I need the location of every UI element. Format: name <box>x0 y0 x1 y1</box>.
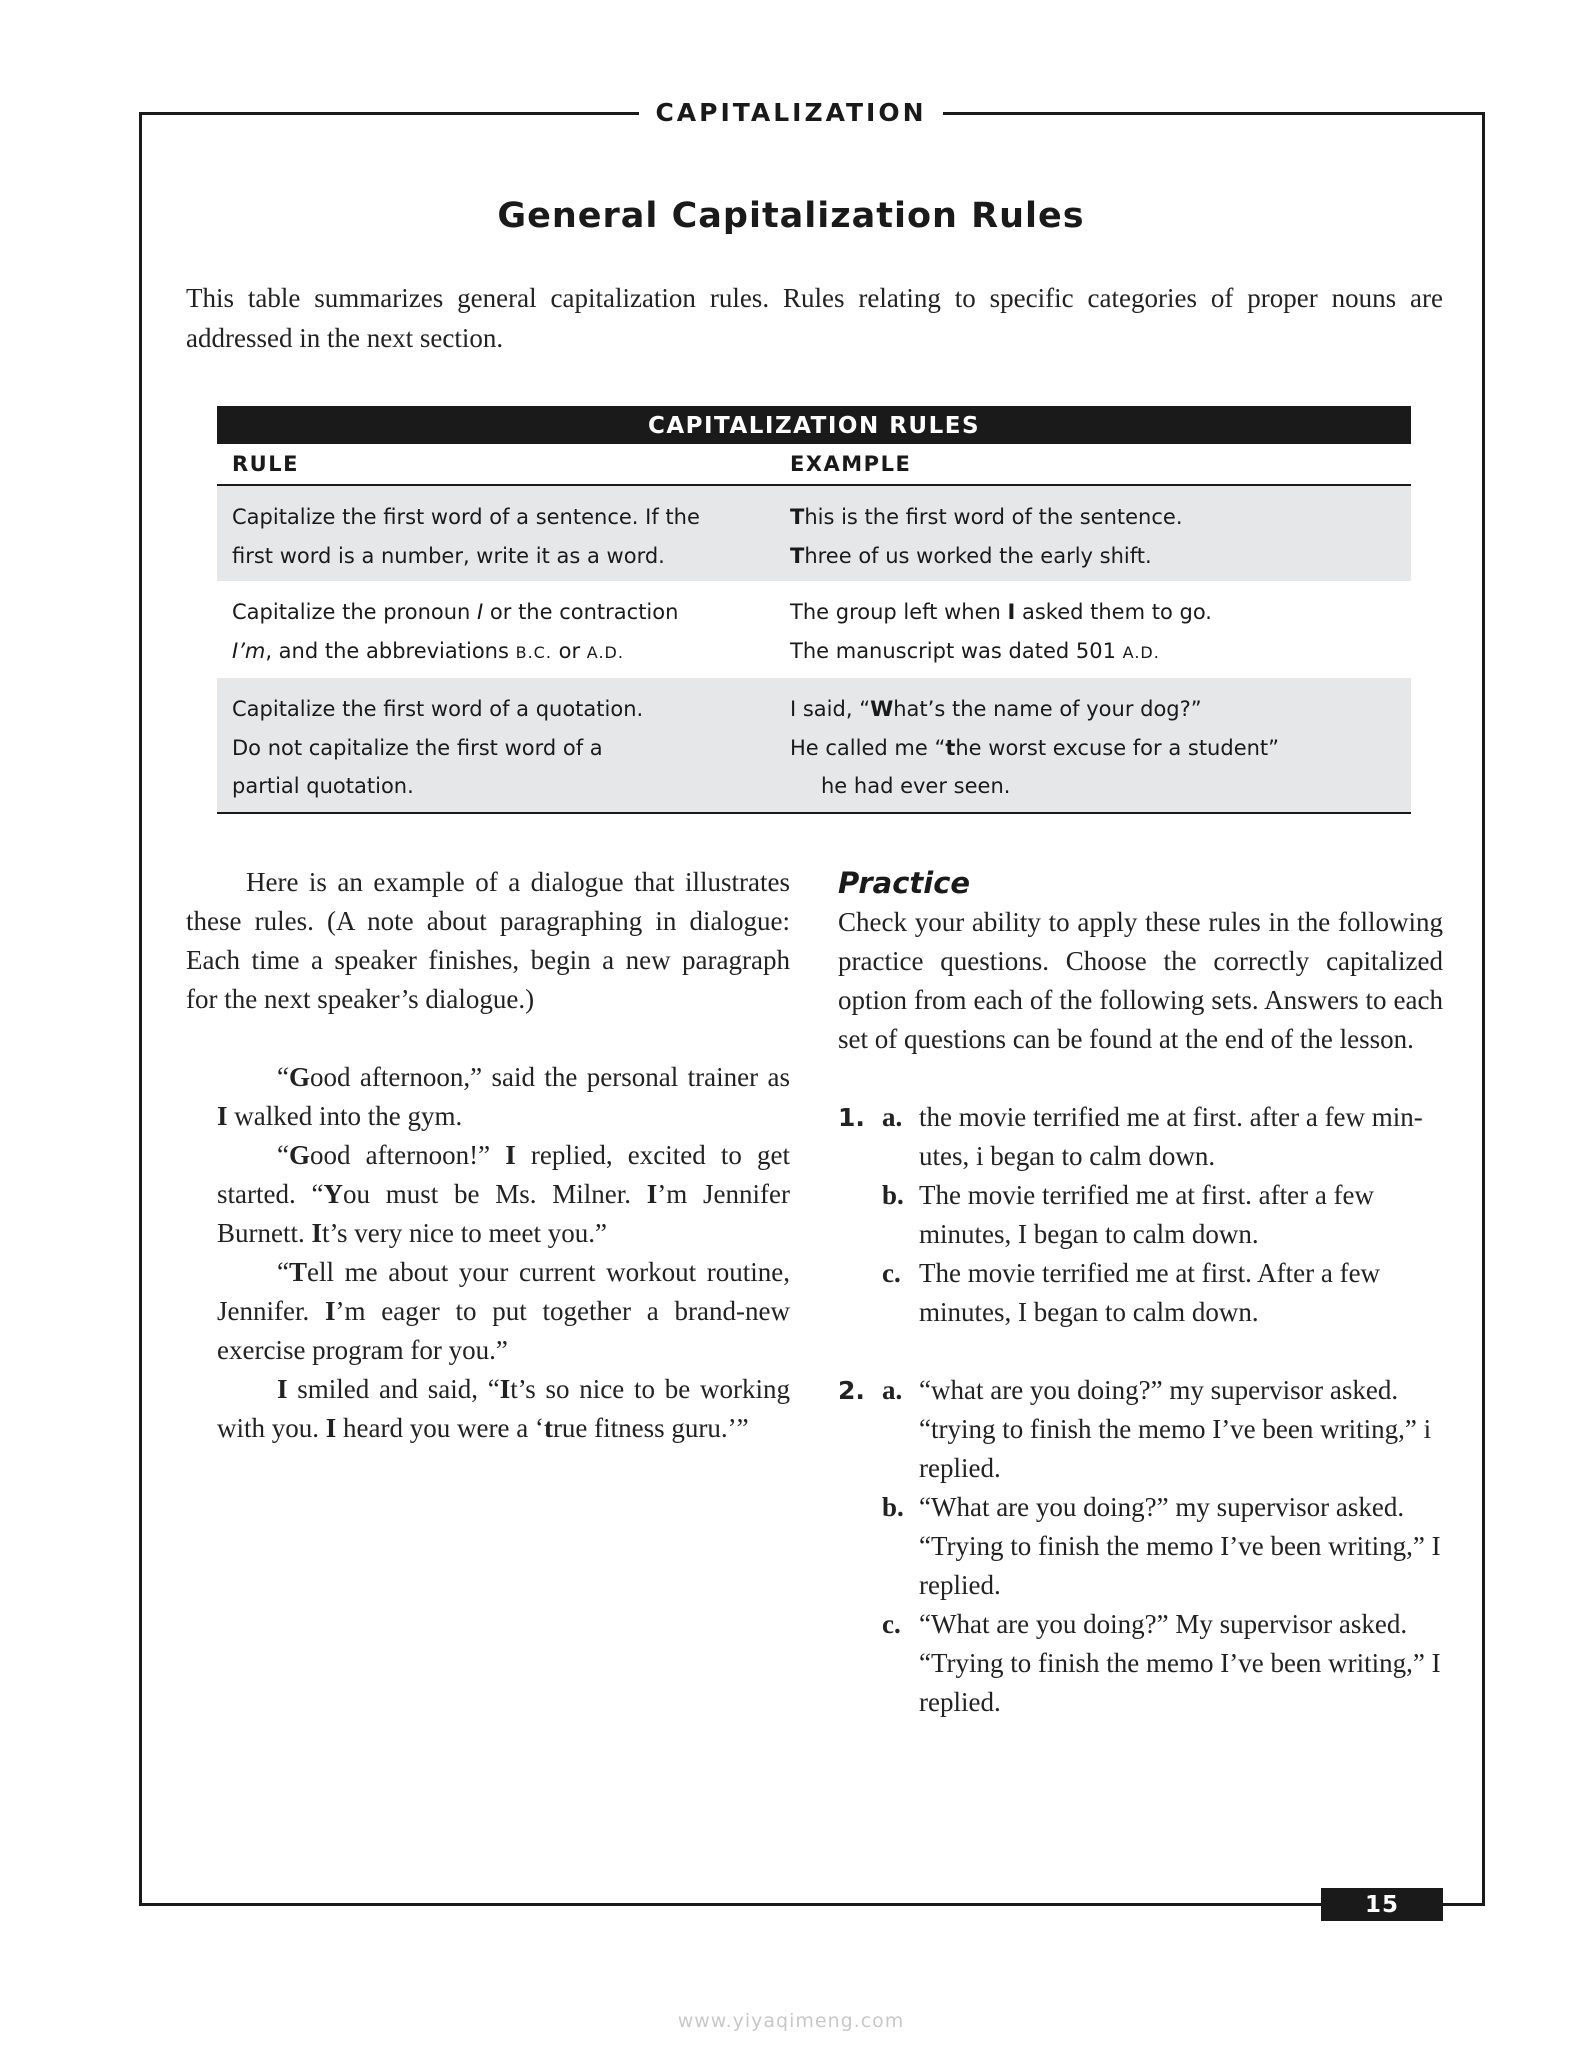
example-line: The manuscript was dated 501 A.D. <box>790 638 1160 663</box>
answer-option <box>838 1371 1443 1488</box>
option-text: “What are you doing?” My supervisor asked. “Trying to finish the memo I’ve been writing,” I replied. <box>919 1609 1441 1717</box>
answer-option <box>838 1098 1443 1176</box>
dialogue-paragraph: I smiled and said, “It’s so nice to be working with you. I heard you were a ‘true fitness guru.’” <box>217 1374 790 1443</box>
section-header <box>0 98 1582 127</box>
example-line: he had ever seen. <box>821 774 1011 798</box>
answer-option <box>838 1254 1443 1332</box>
example-cell <box>790 593 1411 672</box>
rule-line: Capitalize the first word of a quotation. <box>232 697 644 721</box>
option-text: “what are you doing?” my supervisor asked. “trying to finish the memo I’ve been writing,” i replied. <box>919 1375 1432 1483</box>
dialogue-intro: Here is an example of a dialogue that illustrates these rules. (A note about paragraphing in dialogue: Each time a speaker finishes, begin a new paragraph for the next speaker’s dialogue.) <box>186 867 790 1014</box>
option-text: The movie terrified me at first. after a few minutes, I began to calm down. <box>919 1180 1375 1249</box>
column-header-example: EXAMPLE <box>790 452 912 476</box>
watermark: www.yiyaqimeng.com <box>677 2010 905 2032</box>
example-line: I said, “What’s the name of your dog?” <box>790 697 1202 721</box>
rule-line: first word is a number, write it as a word. <box>232 543 665 568</box>
option-letter: b. <box>882 1492 904 1522</box>
example-line: Three of us worked the early shift. <box>790 543 1152 568</box>
practice-heading: Practice <box>838 866 971 900</box>
option-letter: b. <box>882 1180 904 1210</box>
rule-cell <box>217 690 790 806</box>
column-header-rule: RULE <box>232 452 299 476</box>
example-cell <box>790 498 1411 575</box>
intro-paragraph: This table summarizes general capitalization rules. Rules relating to specific categories of proper nouns are addressed in the next section. <box>186 283 1443 353</box>
table-header-row <box>217 444 1411 486</box>
rule-cell <box>217 498 790 575</box>
example-line: He called me “the worst excuse for a student” <box>790 735 1280 760</box>
section-label: CAPITALIZATION <box>639 98 942 127</box>
rule-line: Capitalize the first word of a sentence. If the <box>232 505 700 529</box>
rule-cell <box>217 593 790 672</box>
capitalization-rules-table <box>217 406 1411 814</box>
page-title: General Capitalization Rules <box>497 196 1085 236</box>
dialogue-column <box>186 863 790 1448</box>
rule-line: partial quotation. <box>232 774 414 798</box>
table-title: CAPITALIZATION RULES <box>217 406 1411 444</box>
page-number: 15 <box>1321 1888 1443 1921</box>
question-number: 1. <box>838 1103 865 1132</box>
dialogue-paragraph: “Good afternoon!” I replied, excited to get started. “You must be Ms. Milner. I’m Jennifer Burnett. It’s very nice to meet you.” <box>217 1140 791 1248</box>
option-letter: a. <box>882 1102 903 1132</box>
example-line: The group left when I asked them to go. <box>790 600 1212 624</box>
table-row <box>217 581 1411 678</box>
option-text: the movie terrified me at first. after a few min-utes, i began to calm down. <box>919 1102 1423 1171</box>
practice-intro: Check your ability to apply these rules in the following practice questions. Choose the correctly capitalized option from each of the following sets. Answers to each set of questions can be found at the end of the lesson. <box>838 907 1443 1054</box>
table-row <box>217 678 1411 814</box>
rule-line: Do not capitalize the first word of a <box>232 735 603 760</box>
dialogue-paragraph: “Good afternoon,” said the personal trainer as I walked into the gym. <box>217 1062 790 1131</box>
example-line: This is the first word of the sentence. <box>790 505 1183 529</box>
question-number: 2. <box>838 1376 865 1405</box>
dialogue-paragraph: “Tell me about your current workout routine, Jennifer. I’m eager to put together a brand-new exercise program for you.” <box>217 1257 790 1365</box>
option-text: “What are you doing?” my supervisor asked. “Trying to finish the memo I’ve been writing,” I replied. <box>919 1492 1441 1600</box>
answer-option <box>838 1488 1443 1605</box>
option-text: The movie terrified me at first. After a few minutes, I began to calm down. <box>919 1258 1381 1327</box>
table-row <box>217 486 1411 581</box>
practice-question <box>838 1371 1443 1722</box>
practice-column <box>838 863 1443 1722</box>
option-letter: c. <box>882 1258 901 1288</box>
answer-option <box>838 1605 1443 1722</box>
rule-line: I’m, and the abbreviations B.C. or A.D. <box>232 638 624 663</box>
practice-question <box>838 1098 1443 1332</box>
option-letter: a. <box>882 1375 903 1405</box>
rule-line: Capitalize the pronoun I or the contraction <box>232 600 679 624</box>
example-cell <box>790 690 1411 806</box>
answer-option <box>838 1176 1443 1254</box>
option-letter: c. <box>882 1609 901 1639</box>
